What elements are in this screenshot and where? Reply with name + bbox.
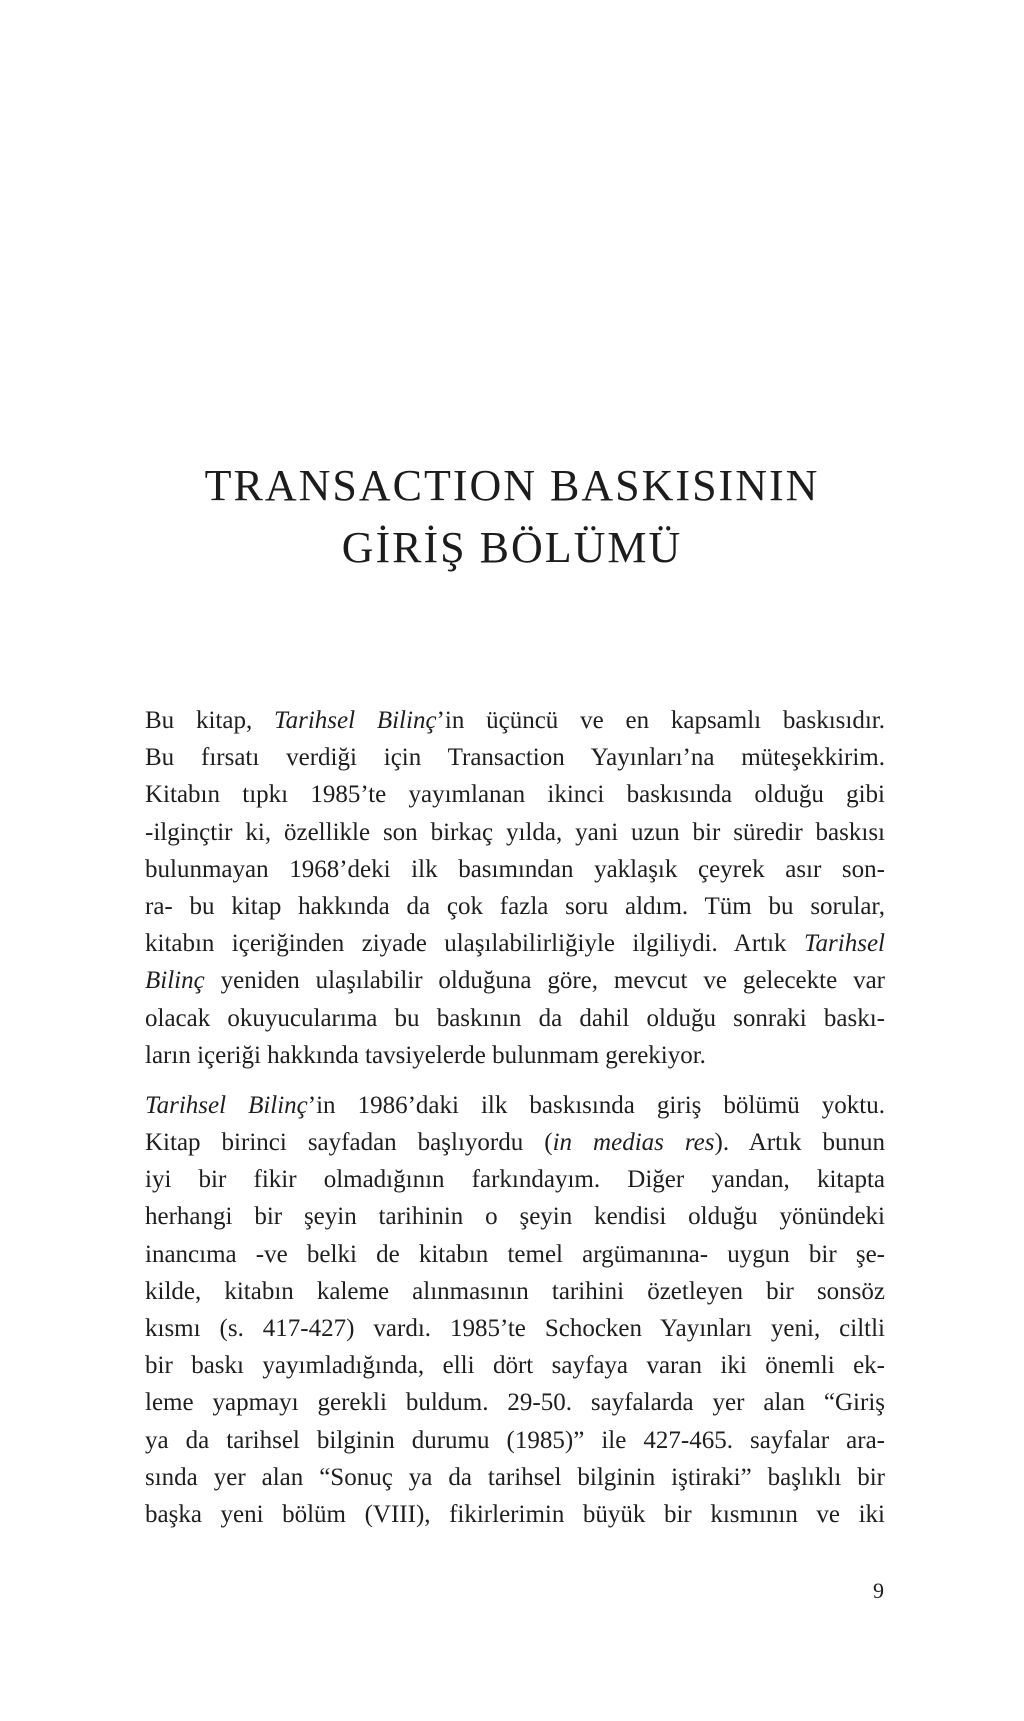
paragraph-line: bir baskı yayımladığında, elli dört sayfaya varan iki önemli ek- <box>145 1352 885 1380</box>
paragraph-line: sında yer alan “Sonuç ya da tarihsel bilginin iştiraki” başlıklı bir <box>145 1463 885 1491</box>
paragraph-line: kısmı (s. 417-427) vardı. 1985’te Schocken Yayınları yeni, ciltli <box>145 1315 885 1342</box>
body-text <box>145 702 885 1533</box>
paragraph-line <box>145 925 885 962</box>
italic-book-title: Bilinç <box>145 967 205 995</box>
paragraph-line: leme yapmayı gerekli buldum. 29-50. sayfalarda yer alan “Giriş <box>145 1389 885 1417</box>
italic-book-title: Tarihsel Bilinç <box>274 707 437 734</box>
paragraph-gap <box>145 1074 885 1087</box>
chapter-title-line-2: GİRİŞ BÖLÜMÜ <box>341 523 683 572</box>
paragraph-line: iyi bir fikir olmadığının farkındayım. Diğer yandan, kitapta <box>145 1166 885 1194</box>
paragraph-line: ya da tarihsel bilginin durumu (1985)” ile 427-465. sayfalar ara- <box>145 1426 885 1454</box>
paragraph-line: olacak okuyucularıma bu baskının da dahil olduğu sonraki baskı- <box>145 1004 885 1032</box>
paragraph-2 <box>145 1087 885 1533</box>
text-run: Kitap birinci sayfadan başlıyordu ( <box>145 1129 553 1157</box>
text-run: ’in 1986’daki ilk baskısında giriş bölümü yoktu. <box>307 1091 885 1119</box>
paragraph-line: ra- bu kitap hakkında da çok fazla soru aldım. Tüm bu sorular, <box>145 892 885 920</box>
paragraph-line <box>145 962 885 999</box>
paragraph-1 <box>145 702 885 1074</box>
italic-phrase: in medias res <box>552 1129 715 1157</box>
paragraph-line: herhangi bir şeyin tarihinin o şeyin kendisi olduğu yönündeki <box>145 1203 885 1231</box>
text-run: yeniden ulaşılabilir olduğuna göre, mevcut ve gelecekte var <box>204 967 885 995</box>
chapter-title <box>0 455 1024 579</box>
page-number: 9 <box>873 1578 884 1603</box>
text-run: kitabın içeriğinden ziyade ulaşılabilirliğiyle ilgiliydi. Artık <box>145 930 804 958</box>
paragraph-line: -ilginçtir ki, özellikle son birkaç yılda, yani uzun bir süredir baskısı <box>145 818 885 846</box>
paragraph-line: inancıma -ve belki de kitabın temel argümanına- uygun bir şe- <box>145 1240 885 1268</box>
text-run: ). Artık bunun <box>714 1129 885 1157</box>
paragraph-line: Bu fırsatı verdiği için Transaction Yayınları’na müteşekkirim. <box>145 744 885 772</box>
paragraph-line: Kitabın tıpkı 1985’te yayımlanan ikinci baskısında olduğu gibi <box>145 781 885 809</box>
chapter-title-line-1: TRANSACTION BASKISININ <box>204 461 820 510</box>
paragraph-line: kilde, kitabın kaleme alınmasının tarihini özetleyen bir sonsöz <box>145 1277 885 1305</box>
italic-book-title: Tarihsel <box>803 930 885 958</box>
paragraph-line <box>145 1124 885 1161</box>
paragraph-line: başka yeni bölüm (VIII), fikirlerimin büyük bir kısmının ve iki <box>145 1500 885 1528</box>
paragraph-line: bulunmayan 1968’deki ilk basımından yaklaşık çeyrek asır son- <box>145 855 885 883</box>
text-run: ’in üçüncü ve en kapsamlı baskısıdır. <box>436 707 885 734</box>
paragraph-line <box>145 1087 885 1124</box>
paragraph-line <box>145 702 885 739</box>
paragraph-line: ların içeriği hakkında tavsiyelerde bulunmam gerekiyor. <box>145 1041 706 1069</box>
text-run: Bu kitap, <box>145 707 274 734</box>
italic-book-title: Tarihsel Bilinç <box>145 1091 308 1119</box>
